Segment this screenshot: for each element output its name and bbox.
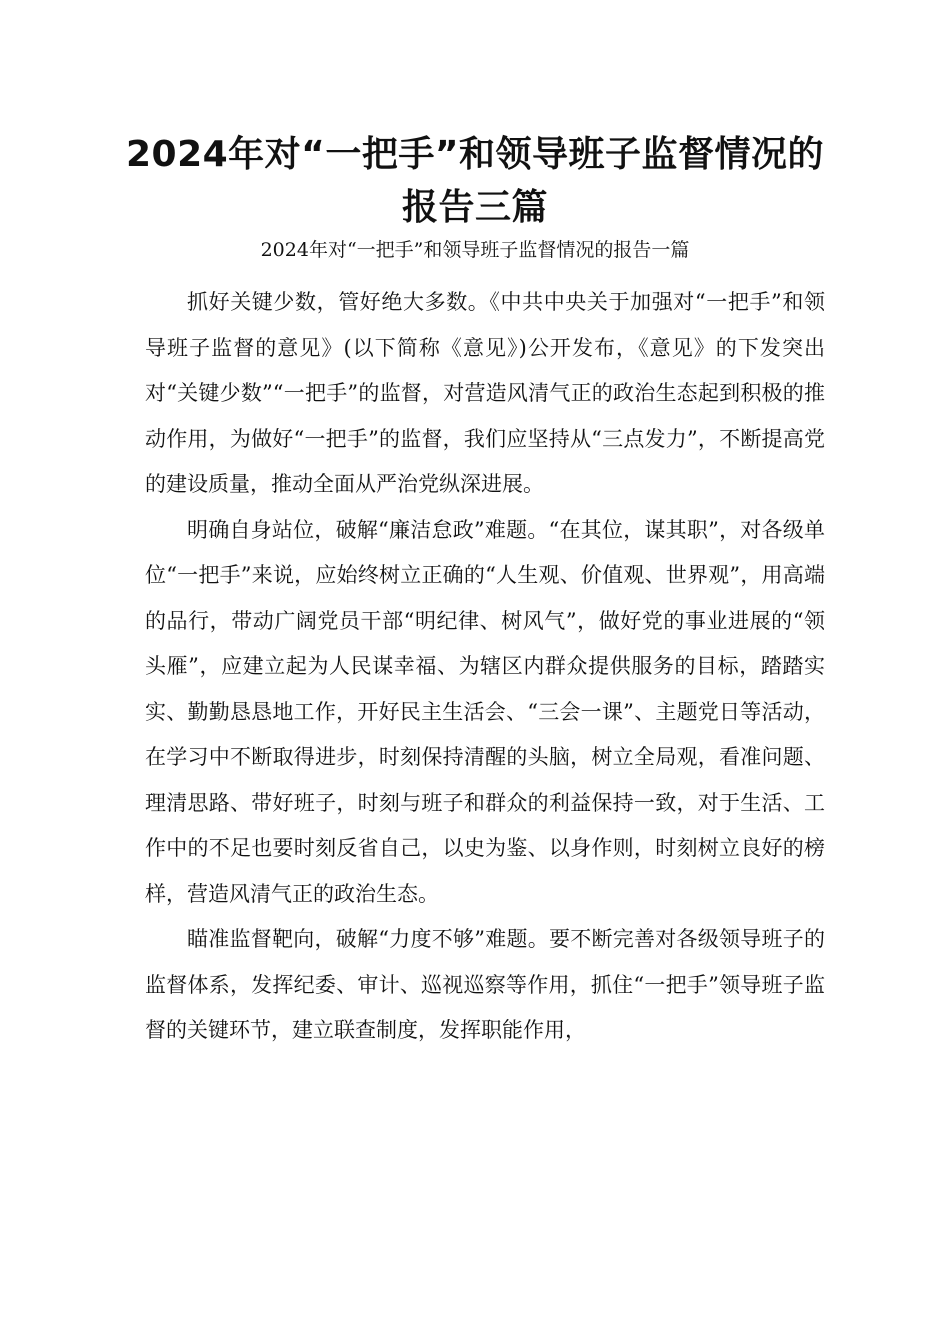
document-subtitle: 2024年对“一把手”和领导班子监督情况的报告一篇 xyxy=(260,239,690,261)
document-title: 2024年对“一把手”和领导班子监督情况的报告三篇 xyxy=(125,134,825,228)
paragraph-2: 明确自身站位，破解“廉洁怠政”难题。“在其位，谋其职”，对各级单位“一把手”来说，应始终树立正确的“人生观、价值观、世界观”，用高端的品行，带动广阔党员干部“明纪律、树风气”，做好党的事业进展的“领头雁”，应建立起为人民谋幸福、为辖区内群众提供服务的目标，踏踏实实、勤勤恳恳地工作，开好民主生活会、“三会一课”、主题党日等活动，在学习中不断取得进步，时刻保持清醒的头脑，树立全局观，看准问题、理清思路、带好班子，时刻与班子和群众的利益保持一致，对于生活、工作中的不足也要时刻反省自己，以史为鉴、以身作则，时刻树立良好的榜样，营造风清气正的政治生态。 xyxy=(145,517,825,906)
paragraph-1: 抓好关键少数，管好绝大多数。《中共中央关于加强对“一把手”和领导班子监督的意见》(以下简称《意见》)公开发布，《意见》的下发突出对“关键少数”“一把手”的监督，对营造风清气正的政治生态起到积极的推动作用，为做好“一把手”的监督，我们应坚持从“三点发力”，不断提高党的建设质量，推动全面从严治党纵深进展。 xyxy=(145,290,825,496)
document-body xyxy=(145,280,825,1054)
paragraph-3: 瞄准监督靶向，破解“力度不够”难题。要不断完善对各级领导班子的监督体系，发挥纪委、审计、巡视巡察等作用，抓住“一把手”领导班子监督的关键环节，建立联查制度，发挥职能作用， xyxy=(145,927,825,1042)
